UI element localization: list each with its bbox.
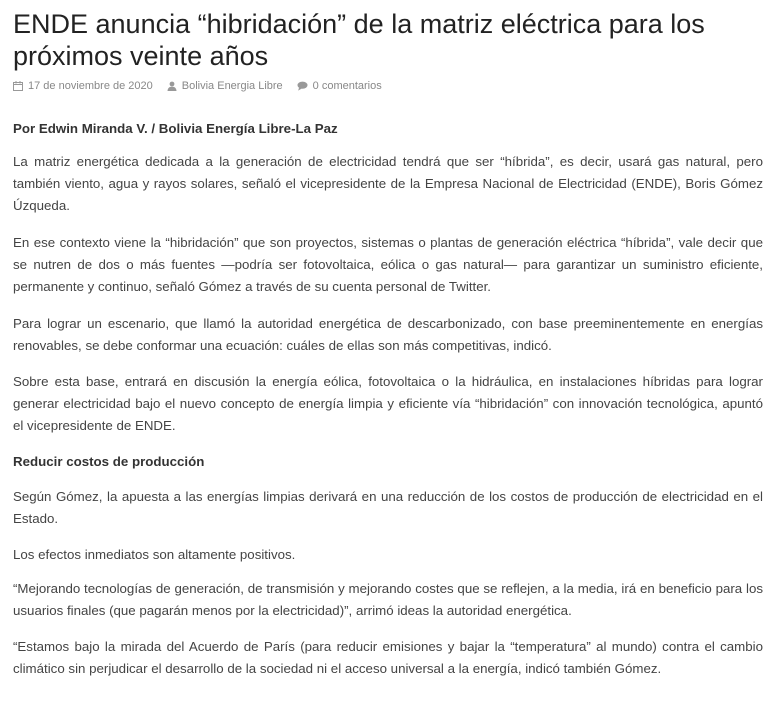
paragraph: Los efectos inmediatos son altamente positivos. xyxy=(13,547,296,562)
author-link[interactable]: Bolivia Energia Libre xyxy=(181,80,283,92)
paragraph: Para lograr un escenario, que llamó la autoridad energética de descarbonizado, con base preeminentemente en energías renovables, se debe conformar una ecuación: cuáles de ellas son más competitivas, indicó. xyxy=(13,316,763,353)
paragraph: “Estamos bajo la mirada del Acuerdo de París (para reducir emisiones y bajar la “temperatura” al mundo) contra el cambio climático sin perjudicar el desarrollo de la sociedad ni el acceso universal a la energía, indicó también Gómez. xyxy=(13,639,763,676)
section-heading: Reducir costos de producción xyxy=(13,454,205,469)
comment-icon xyxy=(297,81,308,91)
calendar-icon xyxy=(13,81,23,91)
comments-link[interactable]: 0 comentarios xyxy=(312,80,382,92)
paragraph: Sobre esta base, entrará en discusión la energía eólica, fotovoltaica o la hidráulica, en instalaciones híbridas para lograr generar electricidad bajo el nuevo concepto de energía limpia y eficiente vía “hibridación” con innovación tecnológica, apuntó el vicepresidente de ENDE. xyxy=(13,374,763,433)
date-link[interactable]: 17 de noviembre de 2020 xyxy=(28,80,153,92)
paragraph: “Mejorando tecnologías de generación, de transmisión y mejorando costes que se reflejen, a la media, irá en beneficio para los usuarios finales (que pagarán menos por la electricidad)”, arrimó ideas la autoridad energética. xyxy=(13,581,763,618)
post-author xyxy=(167,78,283,94)
article-title: ENDE anuncia “hibridación” de la matriz eléctrica para los próximos veinte años xyxy=(13,9,705,71)
post-date xyxy=(13,78,153,94)
paragraph: Según Gómez, la apuesta a las energías limpias derivará en una reducción de los costos de producción de electricidad en el Estado. xyxy=(13,489,763,526)
article-meta xyxy=(13,78,763,94)
user-icon xyxy=(167,81,177,91)
paragraph: La matriz energética dedicada a la generación de electricidad tendrá que ser “híbrida”, es decir, usará gas natural, pero también viento, agua y rayos solares, señaló el vicepresidente de la Empresa Nacional de Electricidad (ENDE), Boris Gómez Úzqueda. xyxy=(13,154,763,213)
post-comments xyxy=(297,78,382,94)
byline: Por Edwin Miranda V. / Bolivia Energía Libre-La Paz xyxy=(13,121,338,136)
article xyxy=(13,0,763,676)
paragraph: En ese contexto viene la “hibridación” que son proyectos, sistemas o plantas de generación eléctrica “híbrida”, vale decir que se nutren de dos o más fuentes —podría ser fotovoltaica, eólica o gas natural— para garantizar un suministro eficiente, permanente y continuo, señaló Gómez a través de su cuenta personal de Twitter. xyxy=(13,235,763,294)
